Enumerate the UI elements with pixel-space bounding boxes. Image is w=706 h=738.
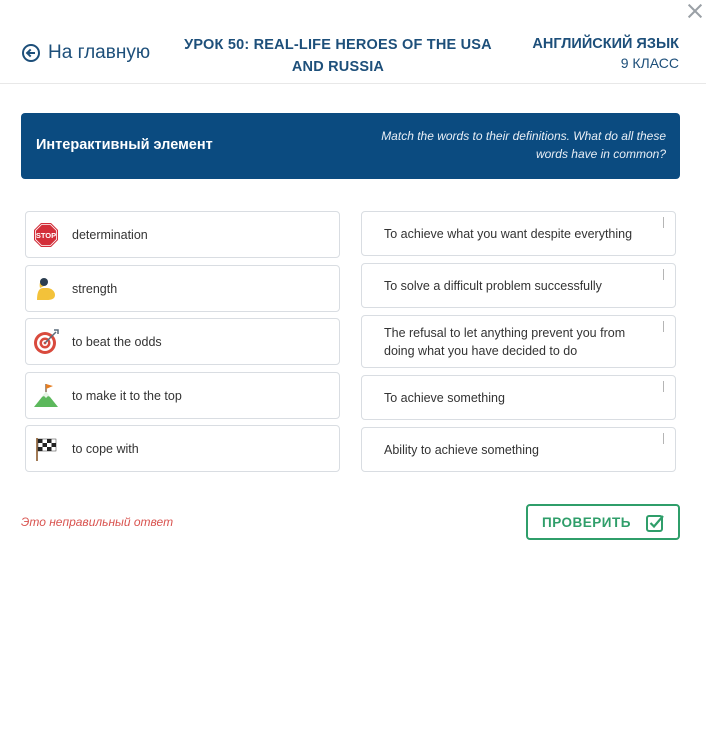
word-label: to beat the odds [72, 334, 162, 349]
target-icon [33, 329, 59, 355]
close-icon[interactable] [684, 0, 706, 22]
task-banner [21, 113, 680, 179]
definition-card[interactable] [361, 211, 676, 256]
drag-handle-icon[interactable] [661, 320, 667, 333]
check-button-label: ПРОВЕРИТЬ [542, 514, 631, 530]
drag-handle-icon[interactable] [661, 380, 667, 393]
checkered-flag-icon [33, 436, 59, 462]
grade-label: 9 КЛАСС [620, 55, 679, 71]
stop-sign-icon [33, 222, 59, 248]
definition-text: To achieve something [384, 390, 505, 405]
lesson-title: УРОК 50: REAL-LIFE HEROES OF THE USA AND RUSSIA [184, 37, 492, 75]
word-item-cope-with[interactable] [25, 425, 340, 472]
word-item-strength[interactable] [25, 265, 340, 312]
word-item-beat-the-odds[interactable] [25, 318, 340, 365]
flexed-arm-icon [33, 276, 59, 302]
drag-handle-icon[interactable] [661, 268, 667, 281]
arrow-left-circle-icon [22, 44, 40, 62]
mountain-flag-icon [33, 383, 59, 409]
drag-handle-icon[interactable] [661, 216, 667, 229]
task-instructions: Match the words to their definitions. What do all these words have in common? [381, 129, 666, 161]
drag-handle-icon[interactable] [661, 432, 667, 445]
word-label: determination [72, 227, 148, 242]
word-label: to make it to the top [72, 388, 182, 403]
definition-card[interactable] [361, 315, 676, 368]
word-label: to cope with [72, 441, 139, 456]
check-button[interactable] [526, 504, 680, 540]
word-label: strength [72, 281, 118, 296]
svg-text:STOP: STOP [35, 231, 57, 240]
banner-title: Интерактивный элемент [36, 137, 213, 153]
back-to-home-link[interactable] [22, 42, 150, 64]
definition-text: The refusal to let anything prevent you from doing what you have decided to do [384, 325, 626, 358]
checkbox-check-icon [646, 514, 664, 532]
subject-name: АНГЛИЙСКИЙ ЯЗЫК [532, 36, 679, 52]
error-message: Это неправильный ответ [21, 515, 174, 529]
definition-text: To achieve what you want despite everything [384, 226, 633, 241]
subject-info [532, 35, 679, 73]
header [0, 28, 706, 84]
definition-card[interactable] [361, 427, 676, 472]
definition-card[interactable] [361, 263, 676, 308]
back-label: На главную [48, 42, 151, 63]
definition-text: Ability to achieve something [384, 442, 539, 457]
definition-text: To solve a difficult problem successfully [384, 278, 602, 293]
word-item-make-it-to-the-top[interactable] [25, 372, 340, 419]
word-item-determination[interactable] [25, 211, 340, 258]
definition-card[interactable] [361, 375, 676, 420]
